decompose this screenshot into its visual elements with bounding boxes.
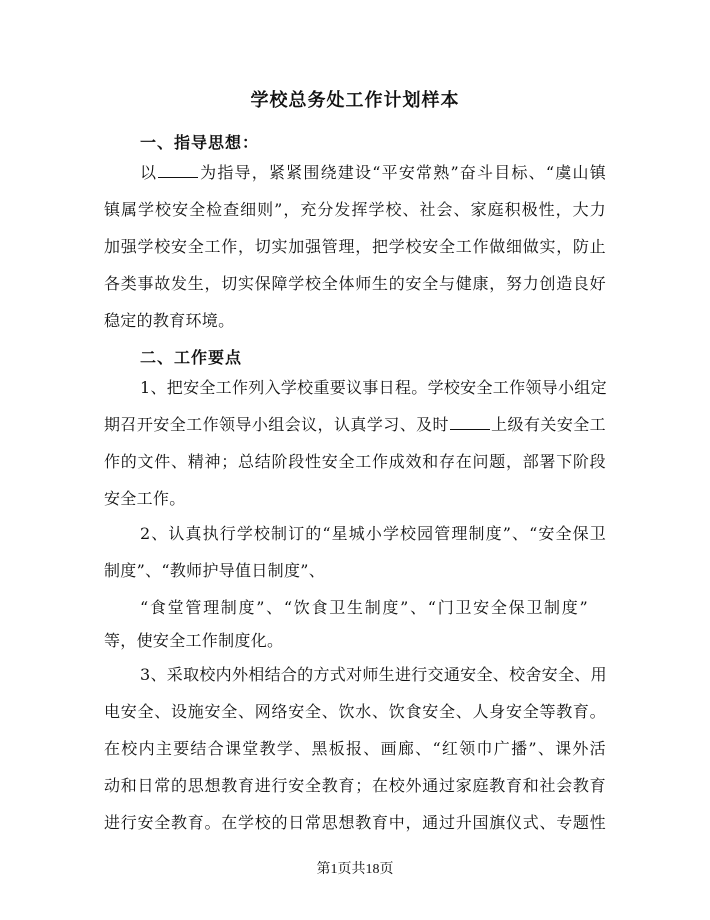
paragraph-line: 制度”、“教师护导值日制度”、: [104, 561, 326, 580]
paragraph-line: 期召开安全工作领导小组会议，认真学习、及时 上级有关安全工: [104, 415, 606, 434]
fill-in-blank: [158, 163, 198, 178]
paragraph-line: 镇属学校安全检查细则”，充分发挥学校、社会、家庭积极性，大力: [104, 200, 606, 219]
paragraph-line: 1、把安全工作列入学校重要议事日程。学校安全工作领导小组定: [140, 378, 607, 397]
paragraph-line: 2、认真执行学校制订的“星城小学校园管理制度”、“安全保卫: [140, 524, 606, 543]
paragraph-line: 加强学校安全工作，切实加强管理，把学校安全工作做细做实，防止: [104, 237, 606, 256]
paragraph-line: 以 为指导，紧紧围绕建设“平安常熟”奋斗目标、“虞山镇: [140, 163, 606, 182]
paragraph-line: 安全工作。: [104, 489, 186, 508]
paragraph-line: 稳定的教育环境。: [104, 311, 235, 330]
paragraph-line: 等，使安全工作制度化。: [104, 631, 284, 650]
paragraph-line: 电安全、设施安全、网络安全、饮水、饮食安全、人身安全等教育。: [104, 702, 606, 721]
fill-in-blank: [450, 415, 490, 430]
section-heading-work-points: 二、工作要点: [140, 348, 243, 367]
paragraph-line: 在校内主要结合课堂教学、黑板报、画廊、“红领巾广播”、课外活: [104, 739, 606, 758]
paragraph-line: “食堂管理制度”、“饮食卫生制度”、“门卫安全保卫制度”: [140, 598, 588, 617]
paragraph-line: 进行安全教育。在学校的日常思想教育中，通过升国旗仪式、专题性: [104, 813, 606, 832]
paragraph-line: 各类事故发生，切实保障学校全体师生的安全与健康，努力创造良好: [104, 274, 606, 293]
paragraph-line: 动和日常的思想教育进行安全教育；在校外通过家庭教育和社会教育: [104, 776, 606, 795]
paragraph-line: 3、采取校内外相结合的方式对师生进行交通安全、校舍安全、用: [140, 665, 607, 684]
page-number-footer: 第1页共18页: [316, 862, 394, 877]
document-title: 学校总务处工作计划样本: [250, 90, 460, 111]
section-heading-guiding-ideology: 一、指导思想：: [140, 133, 260, 152]
paragraph-line: 作的文件、精神；总结阶段性安全工作成效和存在问题，部署下阶段: [104, 452, 606, 471]
